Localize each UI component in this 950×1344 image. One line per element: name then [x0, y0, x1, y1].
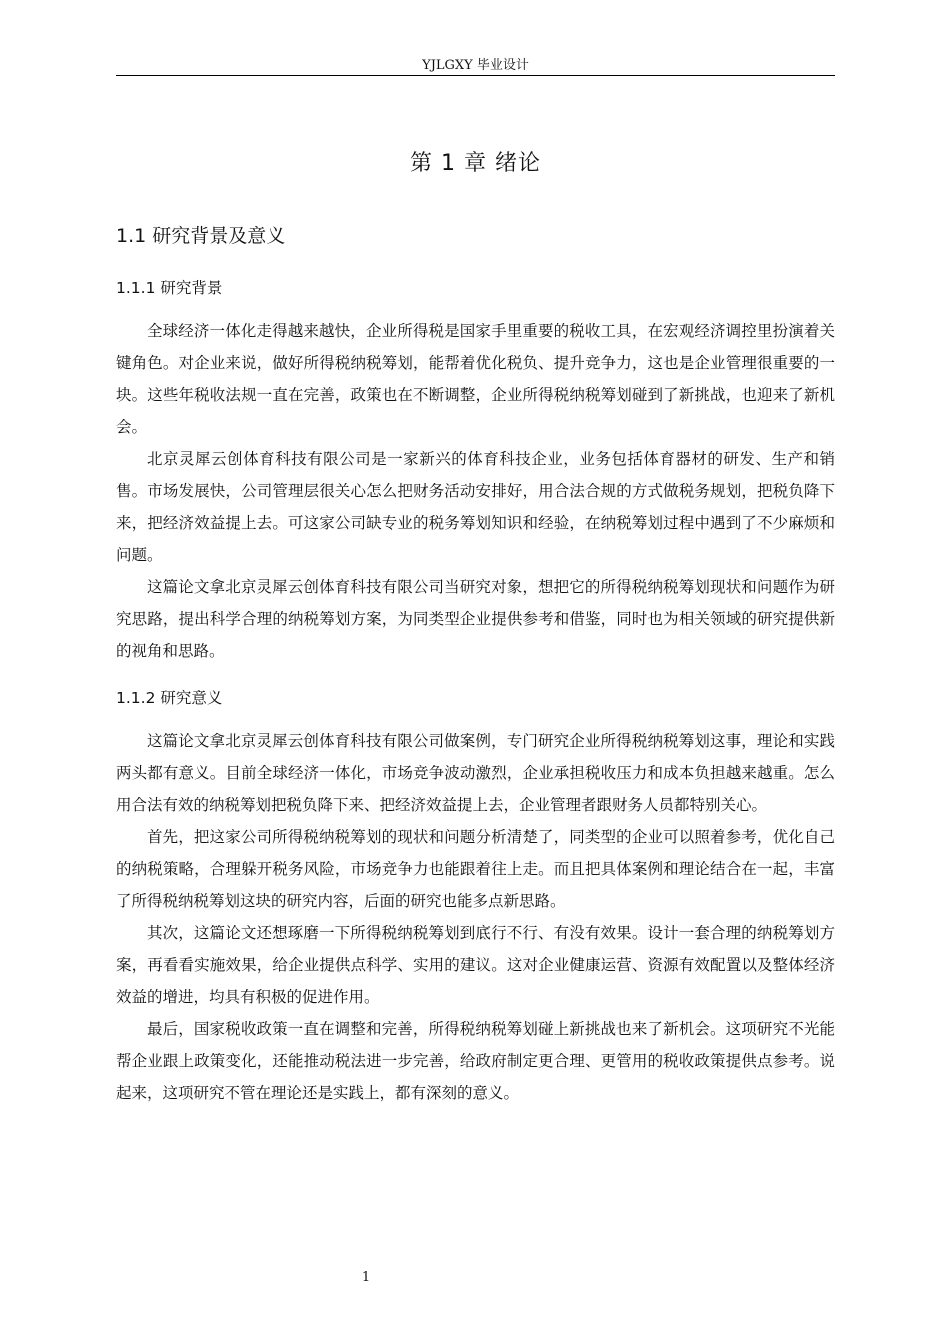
paragraph: 最后，国家税收政策一直在调整和完善，所得税纳税筹划碰上新挑战也来了新机会。这项研究不光能帮企业跟上政策变化，还能推动税法进一步完善，给政府制定更合理、更管用的税收政策提供点参考。说起来，这项研究不管在理论还是实践上，都有深刻的意义。 — [116, 1020, 835, 1102]
subsection-heading-background: 1.1.1 研究背景 — [116, 279, 223, 297]
paragraph: 北京灵犀云创体育科技有限公司是一家新兴的体育科技企业，业务包括体育器材的研发、生产和销售。市场发展快，公司管理层很关心怎么把财务活动安排好，用合法合规的方式做税务规划，把税负降下来，把经济效益提上去。可这家公司缺专业的税务筹划知识和经验，在纳税筹划过程中遇到了不少麻烦和问题。 — [116, 450, 835, 564]
page-header: YJLGXY 毕业设计 — [422, 58, 529, 73]
paragraph: 其次，这篇论文还想琢磨一下所得税纳税筹划到底行不行、有没有效果。设计一套合理的纳税筹划方案，再看看实施效果，给企业提供点科学、实用的建议。这对企业健康运营、资源有效配置以及整体经济效益的增进，均具有积极的促进作用。 — [116, 924, 835, 1006]
background-body — [116, 315, 835, 667]
chapter-title: 第 1 章 绪论 — [410, 151, 541, 176]
section-heading: 1.1 研究背景及意义 — [116, 225, 286, 247]
page-number: 1 — [361, 1270, 371, 1285]
paragraph: 这篇论文拿北京灵犀云创体育科技有限公司当研究对象，想把它的所得税纳税筹划现状和问题作为研究思路，提出科学合理的纳税筹划方案，为同类型企业提供参考和借鉴，同时也为相关领域的研究提供新的视角和思路。 — [116, 578, 835, 660]
subsection-heading-significance: 1.1.2 研究意义 — [116, 689, 223, 707]
significance-body — [116, 725, 835, 1109]
paragraph: 首先，把这家公司所得税纳税筹划的现状和问题分析清楚了，同类型的企业可以照着参考，优化自己的纳税策略，合理躲开税务风险，市场竞争力也能跟着往上走。而且把具体案例和理论结合在一起，丰富了所得税纳税筹划这块的研究内容，后面的研究也能多点新思路。 — [116, 828, 835, 910]
paragraph: 全球经济一体化走得越来越快，企业所得税是国家手里重要的税收工具，在宏观经济调控里扮演着关键角色。对企业来说，做好所得税纳税筹划，能帮着优化税负、提升竞争力，这也是企业管理很重要的一块。这些年税收法规一直在完善，政策也在不断调整，企业所得税纳税筹划碰到了新挑战，也迎来了新机会。 — [116, 322, 835, 436]
header-divider — [116, 75, 835, 76]
paragraph: 这篇论文拿北京灵犀云创体育科技有限公司做案例，专门研究企业所得税纳税筹划这事，理论和实践两头都有意义。目前全球经济一体化，市场竞争波动激烈，企业承担税收压力和成本负担越来越重。怎么用合法有效的纳税筹划把税负降下来、把经济效益提上去，企业管理者跟财务人员都特别关心。 — [116, 732, 835, 814]
